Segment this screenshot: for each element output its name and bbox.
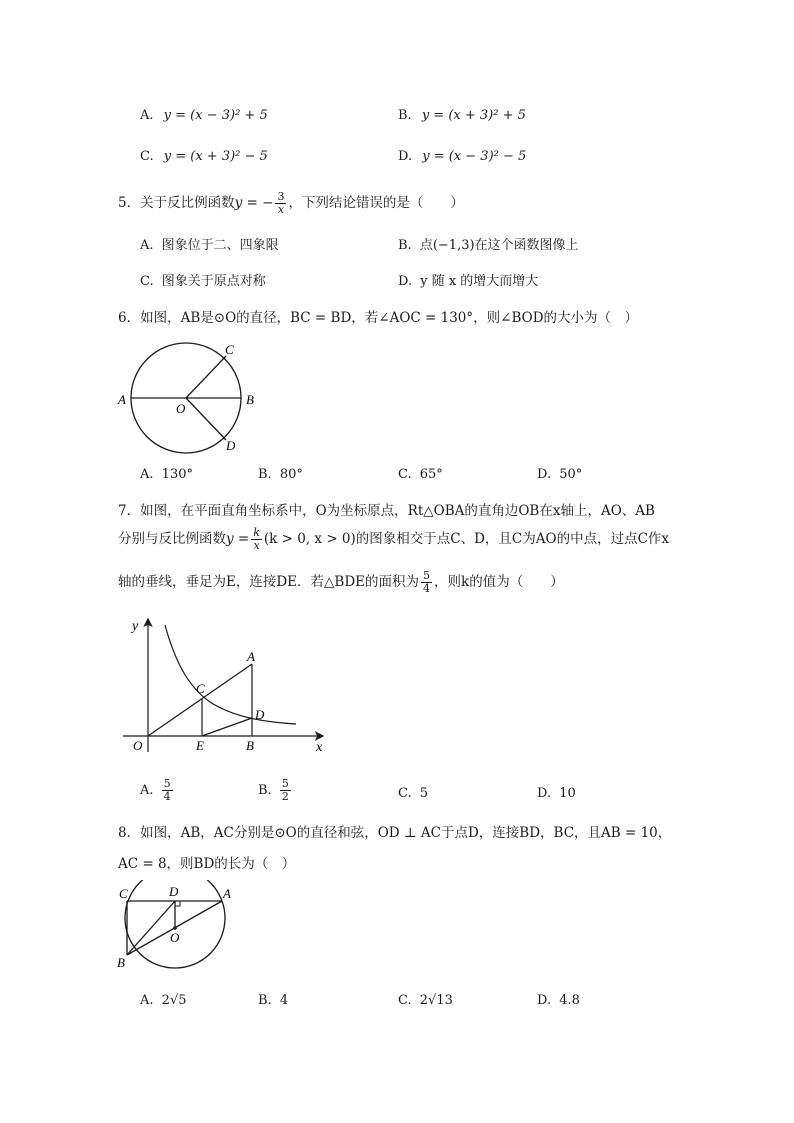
- label-o: O: [133, 738, 143, 753]
- option-text: y = (x − 3)² − 5: [422, 149, 527, 164]
- option-key: D.: [537, 993, 552, 1008]
- label-c: C: [225, 342, 234, 357]
- q6-figure: [112, 338, 272, 456]
- label-x: x: [316, 740, 323, 755]
- option-text: y = (x − 3)² + 5: [163, 108, 268, 123]
- q6-option-b: [258, 467, 303, 482]
- option-text: y = (x + 3)² + 5: [421, 108, 526, 123]
- stem-text: (k > 0, x > 0)的图象相交于点C、D，且C为AO的中点，过点C作x: [263, 531, 670, 547]
- q7-line-1: 7．如图，在平面直角坐标系中，O为坐标原点，Rt△OBA的直角边OB在x轴上，AO、AB: [118, 503, 655, 519]
- hyperbola: [165, 625, 296, 724]
- option-key: A.: [140, 467, 154, 482]
- segment-oa: [148, 664, 252, 736]
- fraction: [275, 191, 286, 216]
- fraction-numerator: k: [253, 526, 260, 539]
- option-key: C.: [140, 274, 154, 289]
- q4-option-a: [140, 108, 268, 123]
- option-text: 4: [279, 993, 289, 1008]
- label-c: C: [119, 886, 128, 901]
- option-key: C.: [140, 149, 154, 164]
- q4-option-c: [140, 149, 268, 164]
- label-e: E: [196, 738, 204, 753]
- q7-figure: [120, 612, 340, 762]
- label-a: A: [223, 886, 231, 901]
- option-text: 50°: [559, 467, 583, 482]
- q8-option-b: [258, 993, 288, 1008]
- q8-line-1: 8．如图，AB，AC分别是⊙O的直径和弦，OD ⊥ AC于点D，连接BD，BC，且AB = 10，: [118, 825, 672, 841]
- option-text: 10: [559, 786, 576, 801]
- fraction: [421, 570, 432, 595]
- option-text: 5: [419, 786, 429, 801]
- stem-text: ，下列结论错误的是（ ）: [288, 195, 464, 211]
- q7-line-3: [118, 570, 564, 595]
- q5-option-d: [398, 270, 538, 289]
- label-a: A: [247, 649, 255, 664]
- q6-option-c: [398, 467, 443, 482]
- radius-oc: [186, 356, 226, 398]
- fraction-denominator: x: [253, 539, 260, 552]
- q6-option-d: [537, 467, 582, 482]
- option-text: 图象关于原点对称: [161, 274, 266, 289]
- q7-option-b: [258, 778, 291, 803]
- q8-figure: [114, 880, 238, 972]
- option-key: B.: [258, 467, 272, 482]
- option-text: 2√5: [161, 993, 187, 1008]
- q8-option-c: [398, 993, 453, 1008]
- q6-option-a: [140, 467, 193, 482]
- fraction-denominator: 2: [281, 790, 289, 803]
- fraction-numerator: 5: [163, 777, 171, 790]
- q8-option-a: [140, 993, 187, 1008]
- label-d: D: [255, 707, 265, 722]
- right-angle-mark: [175, 901, 180, 906]
- q5-option-b: [398, 234, 579, 253]
- q7-option-d: [537, 786, 576, 801]
- q7-option-c: [398, 786, 428, 801]
- option-key: A.: [140, 783, 154, 798]
- label-b: B: [117, 955, 125, 970]
- label-d: D: [226, 438, 236, 453]
- option-key: C.: [398, 467, 412, 482]
- option-key: D.: [398, 274, 413, 289]
- fraction-denominator: 4: [423, 582, 431, 595]
- fraction: [280, 778, 291, 803]
- option-text: 80°: [279, 467, 303, 482]
- q8-line-2: AC = 8，则BD的长为（ ）: [118, 856, 296, 872]
- option-key: B.: [398, 108, 412, 123]
- option-text: 点(−1,3)在这个函数图像上: [419, 238, 579, 253]
- label-a: A: [118, 392, 126, 407]
- option-key: B.: [398, 238, 412, 253]
- option-key: C.: [398, 786, 412, 801]
- fraction-denominator: 4: [163, 790, 171, 803]
- option-key: C.: [398, 993, 412, 1008]
- q5-option-a: [140, 234, 279, 253]
- q4-option-b: [398, 108, 526, 123]
- q7-option-a: [140, 778, 173, 803]
- label-y: y: [132, 619, 139, 634]
- option-key: A.: [140, 108, 154, 123]
- q8-option-d: [537, 993, 580, 1008]
- q5-stem: [118, 191, 464, 216]
- label-b: B: [246, 738, 254, 753]
- function-lhs: y =: [226, 531, 250, 547]
- stem-text: 5．关于反比例函数: [118, 195, 235, 211]
- option-key: A.: [140, 993, 154, 1008]
- function-lhs: y = −: [234, 195, 274, 211]
- radius-od: [186, 398, 226, 440]
- option-key: B.: [258, 783, 272, 798]
- option-text: y = (x + 3)² − 5: [163, 149, 268, 164]
- label-o: O: [170, 930, 180, 945]
- stem-text: 分别与反比例函数: [118, 531, 226, 547]
- fraction-numerator: 3: [277, 190, 285, 203]
- option-text: 130°: [161, 467, 193, 482]
- option-text: 65°: [419, 467, 443, 482]
- option-key: D.: [398, 149, 413, 164]
- option-key: A.: [140, 238, 154, 253]
- q5-option-c: [140, 270, 266, 289]
- fraction: [251, 527, 262, 552]
- segment-bd: [127, 901, 175, 955]
- stem-text: 轴的垂线，垂足为E，连接DE．若△BDE的面积为: [118, 574, 420, 590]
- fraction: [162, 778, 173, 803]
- q6-stem: 6．如图，AB是⊙O的直径，BC = BD，若∠AOC = 130°，则∠BOD的大小为（ ）: [118, 310, 639, 326]
- label-b: B: [246, 392, 254, 407]
- q7-line-2: [118, 527, 669, 552]
- option-text: 2√13: [419, 993, 453, 1008]
- option-text: y 随 x 的增大而增大: [420, 274, 539, 289]
- option-key: D.: [537, 786, 552, 801]
- label-c: C: [196, 681, 205, 696]
- fraction-denominator: x: [277, 203, 285, 216]
- label-d: D: [169, 884, 179, 899]
- option-text: 图象位于二、四象限: [161, 238, 279, 253]
- segment-de: [202, 718, 252, 736]
- stem-text: ，则k的值为（ ）: [434, 574, 564, 590]
- fraction-numerator: 5: [281, 777, 289, 790]
- option-key: D.: [537, 467, 552, 482]
- option-text: 4.8: [559, 993, 580, 1008]
- option-key: B.: [258, 993, 272, 1008]
- label-o: O: [176, 401, 186, 416]
- q4-option-d: [398, 149, 526, 164]
- fraction-numerator: 5: [423, 569, 431, 582]
